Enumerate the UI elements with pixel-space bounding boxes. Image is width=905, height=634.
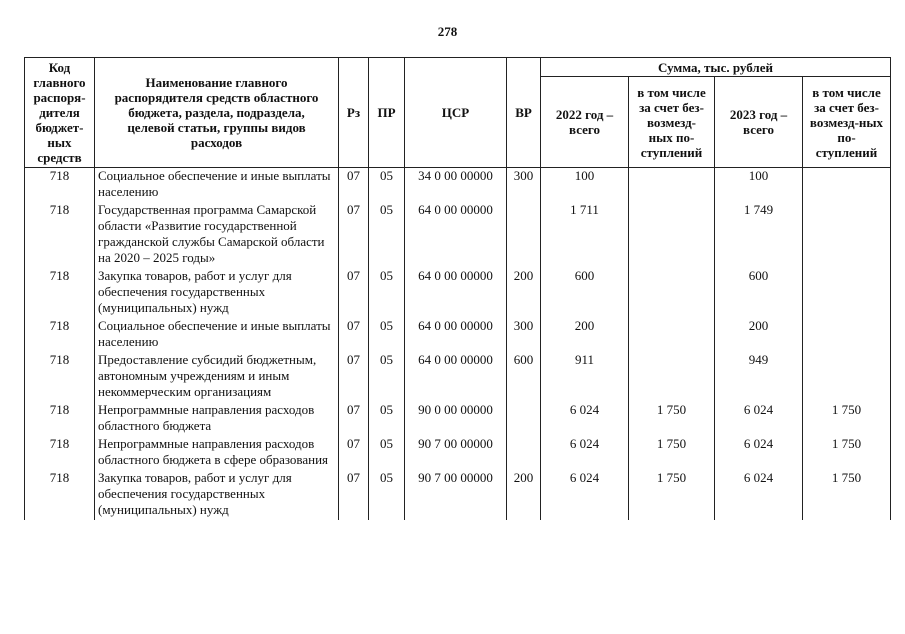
header-csr: ЦСР [405, 58, 507, 168]
cell-csr: 64 0 00 00000 [405, 202, 507, 268]
cell-2022-incl [629, 318, 715, 352]
cell-code: 718 [25, 352, 95, 402]
table-row [25, 168, 891, 203]
cell-csr: 90 0 00 00000 [405, 402, 507, 436]
header-sum: Сумма, тыс. рублей [541, 58, 891, 77]
cell-rz: 07 [339, 402, 369, 436]
cell-name: Предоставление субсидий бюджетным, автономным учреждениям и иным некоммерческим организациям [95, 352, 339, 402]
table-header [25, 58, 891, 168]
cell-vr [507, 402, 541, 436]
cell-2022-incl: 1 750 [629, 436, 715, 470]
header-rz: Рз [339, 58, 369, 168]
cell-2023-total: 6 024 [715, 436, 803, 470]
cell-2022-total: 911 [541, 352, 629, 402]
cell-2022-incl [629, 352, 715, 402]
cell-csr: 64 0 00 00000 [405, 318, 507, 352]
cell-code: 718 [25, 268, 95, 318]
table-row [25, 352, 891, 402]
cell-2023-incl [803, 202, 891, 268]
cell-2022-total: 600 [541, 268, 629, 318]
cell-pr: 05 [369, 436, 405, 470]
cell-2023-incl [803, 268, 891, 318]
cell-pr: 05 [369, 318, 405, 352]
cell-name: Государственная программа Самарской области «Развитие государственной гражданской службы Самарской области на 2020 – 2025 годы» [95, 202, 339, 268]
budget-table [24, 57, 891, 520]
table-row [25, 402, 891, 436]
cell-2023-total: 949 [715, 352, 803, 402]
cell-name: Социальное обеспечение и иные выплаты населению [95, 318, 339, 352]
cell-2023-incl [803, 352, 891, 402]
cell-pr: 05 [369, 402, 405, 436]
cell-2022-total: 200 [541, 318, 629, 352]
table-row [25, 202, 891, 268]
cell-vr: 300 [507, 168, 541, 203]
cell-2023-incl: 1 750 [803, 436, 891, 470]
cell-2023-total: 100 [715, 168, 803, 203]
header-2023-incl: в том числе за счет без-возмезд-ных по-ступлений [803, 77, 891, 168]
header-2022-incl: в том числе за счет без-возмезд-ных по-ступлений [629, 77, 715, 168]
cell-2023-incl: 1 750 [803, 402, 891, 436]
cell-csr: 64 0 00 00000 [405, 352, 507, 402]
cell-vr: 600 [507, 352, 541, 402]
cell-2022-incl: 1 750 [629, 402, 715, 436]
cell-rz: 07 [339, 168, 369, 203]
cell-2022-total: 6 024 [541, 470, 629, 520]
cell-2023-total: 200 [715, 318, 803, 352]
cell-name: Непрограммные направления расходов областного бюджета в сфере образования [95, 436, 339, 470]
cell-code: 718 [25, 402, 95, 436]
cell-rz: 07 [339, 268, 369, 318]
cell-name: Непрограммные направления расходов областного бюджета [95, 402, 339, 436]
cell-name: Закупка товаров, работ и услуг для обеспечения государственных (муниципальных) нужд [95, 268, 339, 318]
cell-2023-incl: 1 750 [803, 470, 891, 520]
header-code: Код главного распоря-дителя бюджет-ных средств [25, 58, 95, 168]
header-name: Наименование главного распорядителя средств областного бюджета, раздела, подраздела, целевой статьи, группы видов расходов [95, 58, 339, 168]
header-vr: ВР [507, 58, 541, 168]
cell-csr: 64 0 00 00000 [405, 268, 507, 318]
table-row [25, 318, 891, 352]
cell-csr: 90 7 00 00000 [405, 436, 507, 470]
cell-2022-total: 1 711 [541, 202, 629, 268]
cell-vr [507, 436, 541, 470]
table-row [25, 268, 891, 318]
cell-2022-incl [629, 168, 715, 203]
cell-pr: 05 [369, 168, 405, 203]
cell-name: Закупка товаров, работ и услуг для обеспечения государственных (муниципальных) нужд [95, 470, 339, 520]
cell-vr: 300 [507, 318, 541, 352]
cell-code: 718 [25, 318, 95, 352]
cell-2023-total: 6 024 [715, 470, 803, 520]
cell-code: 718 [25, 470, 95, 520]
cell-rz: 07 [339, 436, 369, 470]
cell-2022-total: 100 [541, 168, 629, 203]
cell-csr: 90 7 00 00000 [405, 470, 507, 520]
cell-name: Социальное обеспечение и иные выплаты населению [95, 168, 339, 203]
cell-code: 718 [25, 436, 95, 470]
cell-2023-total: 6 024 [715, 402, 803, 436]
cell-rz: 07 [339, 318, 369, 352]
table-row [25, 470, 891, 520]
cell-rz: 07 [339, 202, 369, 268]
cell-code: 718 [25, 202, 95, 268]
cell-2023-total: 1 749 [715, 202, 803, 268]
cell-pr: 05 [369, 352, 405, 402]
cell-rz: 07 [339, 470, 369, 520]
cell-2023-incl [803, 168, 891, 203]
cell-2022-total: 6 024 [541, 436, 629, 470]
table-row [25, 436, 891, 470]
cell-2023-incl [803, 318, 891, 352]
cell-vr: 200 [507, 470, 541, 520]
cell-pr: 05 [369, 470, 405, 520]
cell-vr: 200 [507, 268, 541, 318]
header-pr: ПР [369, 58, 405, 168]
cell-pr: 05 [369, 202, 405, 268]
cell-rz: 07 [339, 352, 369, 402]
cell-code: 718 [25, 168, 95, 203]
cell-vr [507, 202, 541, 268]
cell-pr: 05 [369, 268, 405, 318]
header-2023-total: 2023 год – всего [715, 77, 803, 168]
cell-csr: 34 0 00 00000 [405, 168, 507, 203]
cell-2022-incl: 1 750 [629, 470, 715, 520]
page-number: 278 [437, 24, 458, 39]
table-body [25, 168, 891, 521]
cell-2023-total: 600 [715, 268, 803, 318]
cell-2022-incl [629, 268, 715, 318]
cell-2022-incl [629, 202, 715, 268]
header-2022-total: 2022 год – всего [541, 77, 629, 168]
cell-2022-total: 6 024 [541, 402, 629, 436]
